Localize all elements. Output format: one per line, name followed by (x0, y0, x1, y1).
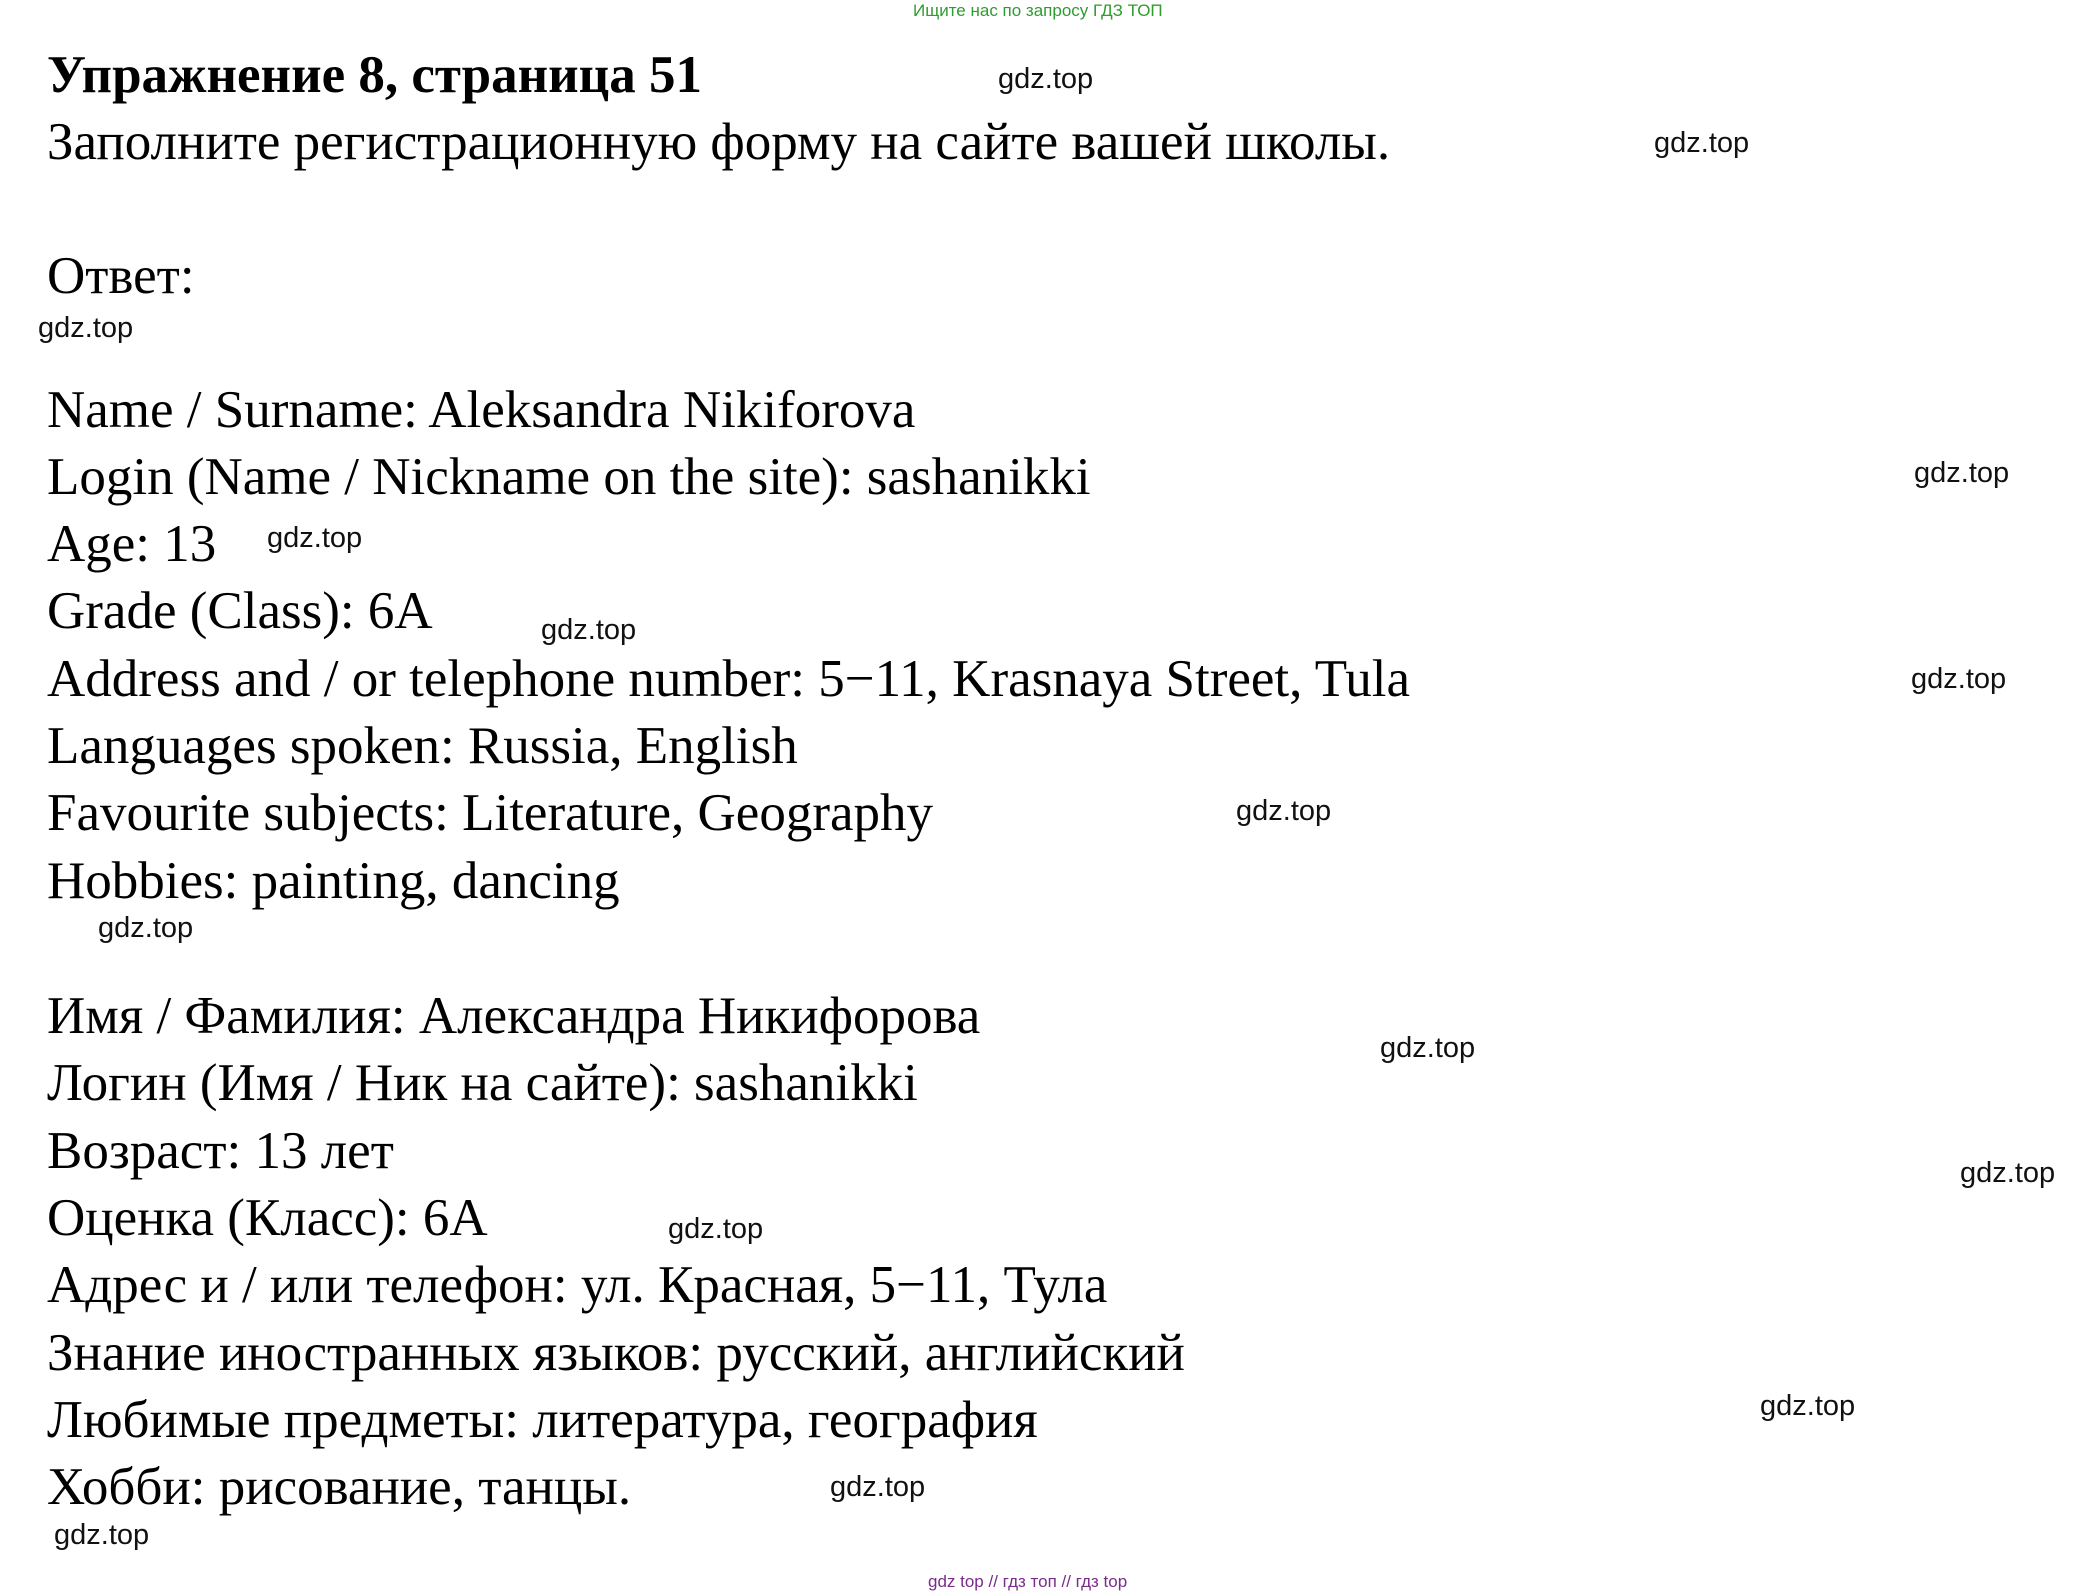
bottom-banner: gdz top // гдз топ // гдз top (928, 1572, 1128, 1591)
watermark: gdz.top (1236, 795, 1332, 827)
english-line-hobbies: Hobbies: painting, dancing (47, 852, 620, 910)
answer-label: Ответ: (47, 247, 195, 305)
watermark: gdz.top (38, 312, 134, 344)
watermark: gdz.top (1960, 1157, 2056, 1189)
english-line-subjects: Favourite subjects: Literature, Geography (47, 784, 933, 842)
russian-line-age: Возраст: 13 лет (47, 1122, 394, 1180)
watermark: gdz.top (267, 522, 363, 554)
russian-line-subjects: Любимые предметы: литература, география (47, 1391, 1038, 1449)
russian-line-grade: Оценка (Класс): 6А (47, 1189, 488, 1247)
top-banner: Ищите нас по запросу ГДЗ ТОП (913, 1, 1163, 20)
english-line-languages: Languages spoken: Russia, English (47, 717, 798, 775)
russian-line-languages: Знание иностранных языков: русский, английский (47, 1324, 1185, 1382)
watermark: gdz.top (998, 63, 1094, 95)
english-line-login: Login (Name / Nickname on the site): sashanikki (47, 448, 1091, 506)
watermark: gdz.top (98, 912, 194, 944)
russian-line-hobbies: Хобби: рисование, танцы. (47, 1458, 632, 1516)
watermark: gdz.top (1380, 1032, 1476, 1064)
english-line-name: Name / Surname: Aleksandra Nikiforova (47, 381, 916, 439)
english-line-age: Age: 13 (47, 515, 217, 573)
page-title: Упражнение 8, страница 51 (47, 46, 702, 104)
watermark: gdz.top (830, 1471, 926, 1503)
english-line-address: Address and / or telephone number: 5−11, Krasnaya Street, Tula (47, 650, 1410, 708)
watermark: gdz.top (541, 614, 637, 646)
watermark: gdz.top (1654, 127, 1750, 159)
watermark: gdz.top (668, 1213, 764, 1245)
russian-line-name: Имя / Фамилия: Александра Никифорова (47, 987, 981, 1045)
english-line-grade: Grade (Class): 6A (47, 582, 433, 640)
russian-line-address: Адрес и / или телефон: ул. Красная, 5−11, Тула (47, 1256, 1108, 1314)
watermark: gdz.top (1760, 1390, 1856, 1422)
watermark: gdz.top (1911, 663, 2007, 695)
watermark: gdz.top (54, 1519, 150, 1551)
task-text: Заполните регистрационную форму на сайте вашей школы. (47, 113, 1391, 171)
russian-line-login: Логин (Имя / Ник на сайте): sashanikki (47, 1054, 918, 1112)
watermark: gdz.top (1914, 457, 2010, 489)
